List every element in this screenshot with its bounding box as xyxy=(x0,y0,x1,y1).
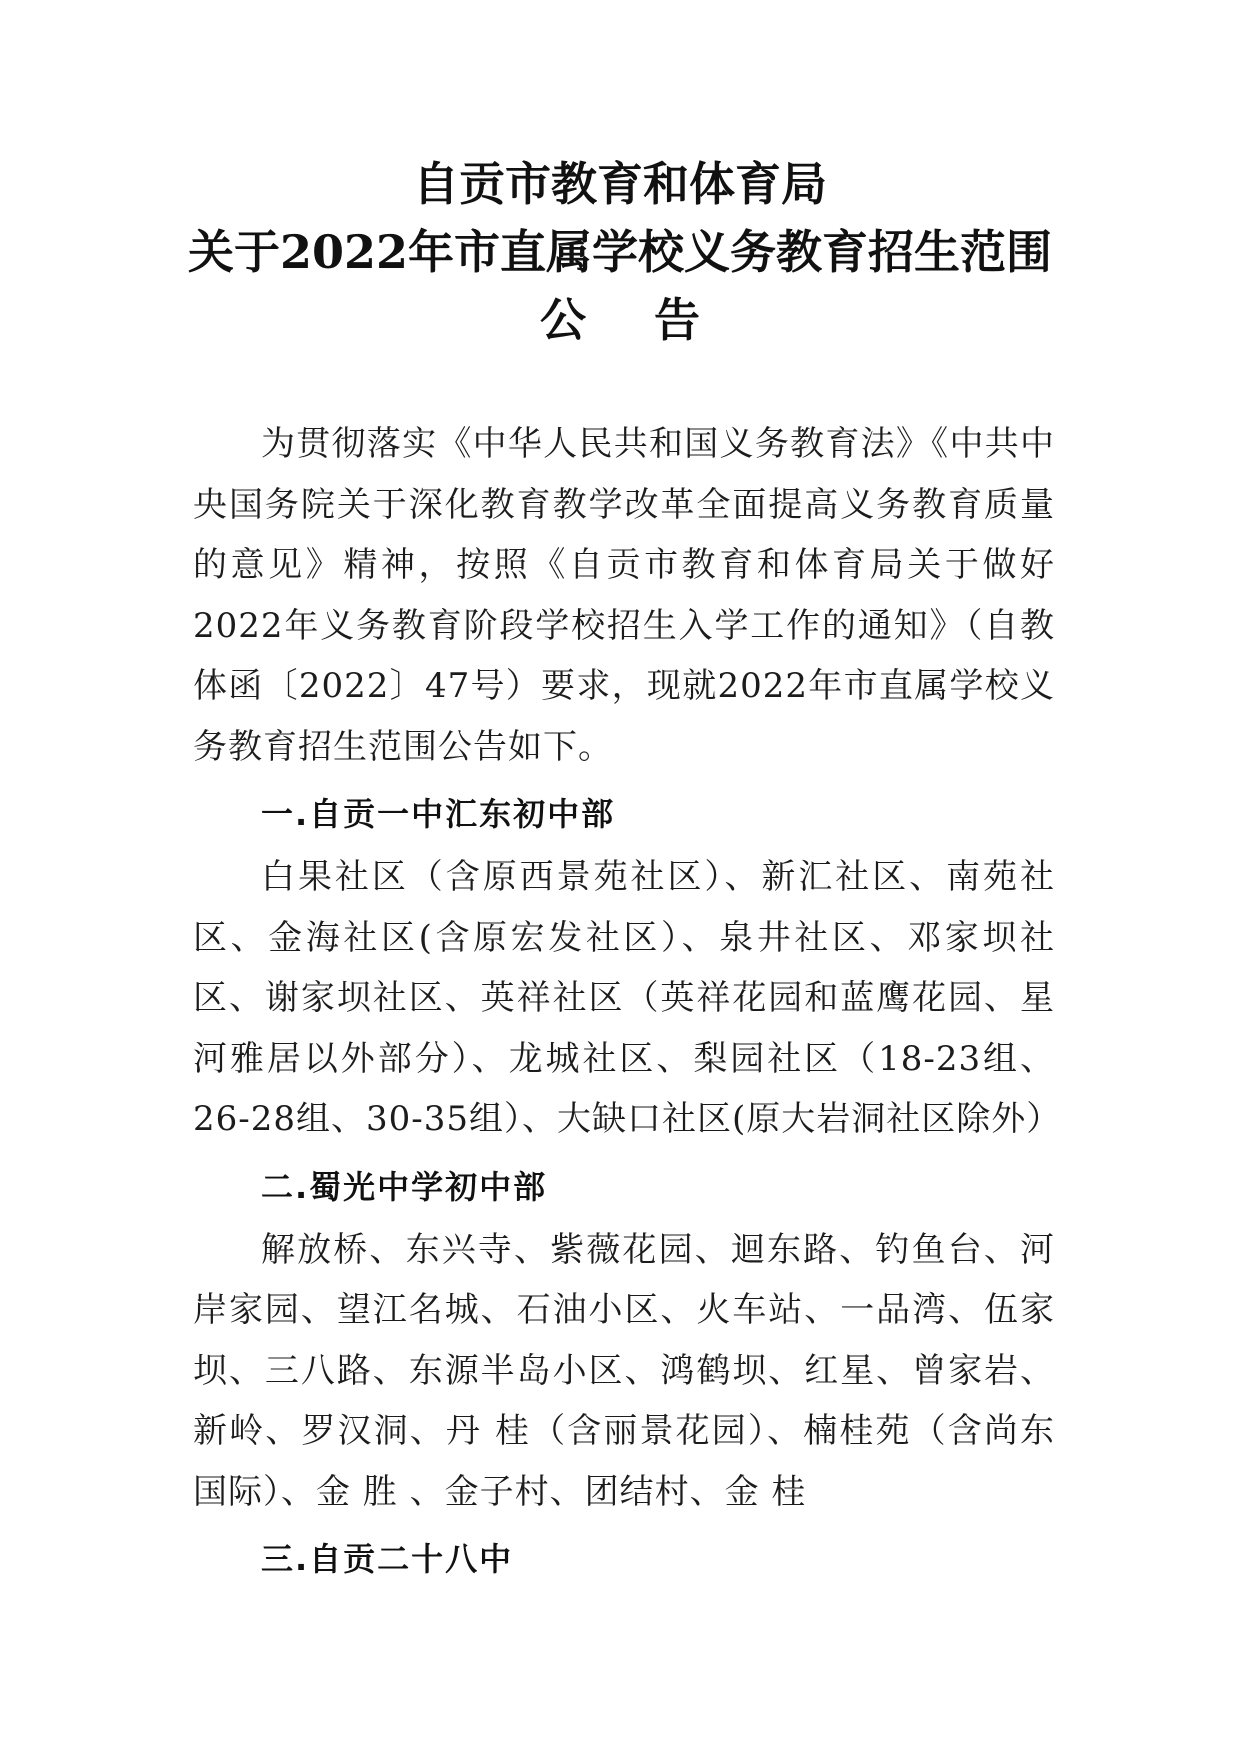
intro-paragraph: 为贯彻落实《中华人民共和国义务教育法》《中共中央国务院关于深化教育教学改革全面提高义务教育质量的意见》精神，按照《自贡市教育和体育局关于做好2022年义务教育阶段学校招生入学工作的通知》（自教体函〔2022〕47号）要求，现就2022年市直属学校义务教育招生范围公告如下。 xyxy=(193,424,1055,767)
title-line-notice: 公 告 xyxy=(539,293,726,347)
document-body xyxy=(193,414,1062,1592)
section-heading-2: 二.蜀光中学初中部 xyxy=(261,1167,548,1206)
section-heading-1: 一.自贡一中汇东初中部 xyxy=(261,795,616,833)
section-heading-3: 三.自贡二十八中 xyxy=(261,1540,514,1578)
title-line-subject: 关于2022年市直属学校义务教育招生范围 xyxy=(187,225,1053,279)
section-content-2: 解放桥、东兴寺、紫薇花园、迴东路、钓鱼台、河岸家园、望江名城、石油小区、火车站、一品湾、伍家坝、三八路、东源半岛小区、鸿鹤坝、红星、曾家岩、新岭、罗汉洞、丹 桂（含丽景花园）、楠桂苑（含尚东国际）、金 胜 、金子村、团结村、金 桂 xyxy=(193,1229,1055,1512)
title-line-issuer: 自贡市教育和体育局 xyxy=(413,157,827,211)
document-title xyxy=(0,150,1240,354)
section-content-1: 白果社区（含原西景苑社区）、新汇社区、南苑社区、金海社区(含原宏发社区）、泉井社区、邓家坝社区、谢家坝社区、英祥社区（英祥花园和蓝鹰花园、星河雅居以外部分）、龙城社区、梨园社区（18-23组、26-28组、30-35组）、大缺口社区(原大岩洞社区除外） xyxy=(193,857,1062,1139)
